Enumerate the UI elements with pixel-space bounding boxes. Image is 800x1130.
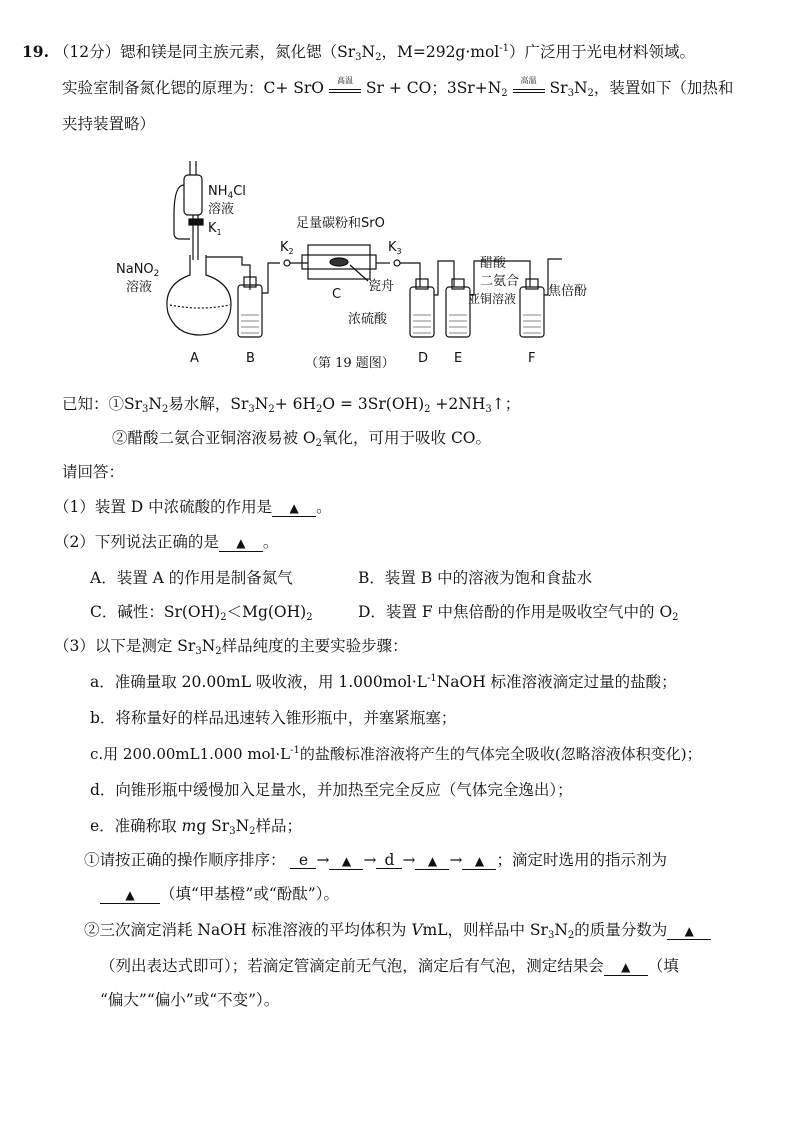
sub: 3 [248,404,255,415]
part-text: 。 [316,498,332,516]
step-text: N [235,817,250,835]
step-b: b．将称量好的样品迅速转入锥形瓶中，并塞紧瓶塞； [90,709,457,727]
fraction-blank: ▲ [667,923,711,940]
subquestion-2-options: “偏大”“偏小”或“不变”）。 [100,991,280,1009]
sub-text: （填 [647,957,679,975]
bottle-d [410,287,434,337]
indicator-blank: ▲ [100,887,160,904]
label-carbon-sro: 足量碳粉和SrO [296,216,385,231]
order-blank-5: ▲ [462,853,496,870]
order-blank-3: d [376,852,402,869]
sub-text: ①请按正确的操作顺序排序： [84,851,286,869]
sub: 3 [355,52,362,63]
step-c [90,744,702,764]
figure-caption: （第 19 题图） [305,356,395,371]
sup: -1 [290,745,300,756]
sub: 2 [424,404,431,415]
arrow: → [363,851,377,869]
valve-k3 [394,260,400,266]
arrow: → [402,851,416,869]
label-nh4cl: $NH_4Cl$ [208,184,246,201]
sub: 2 [220,612,227,623]
option-a: A．装置 A 的作用是制备氮气 [90,569,293,587]
arrow: → [449,851,463,869]
step-text: c.用 200.00mL1.000 mol·L [90,745,291,763]
label-nano2: NaNO$_2$ [116,262,160,279]
reaction-condition [329,76,361,93]
condition-label: 高温 [336,76,353,85]
volume-variable: V [411,921,423,939]
sub: 2 [315,404,323,415]
step-text: a．准确量取 20.00mL 吸收液，用 1.000mol·L [90,673,427,691]
sub: 2 [249,826,256,837]
reaction-condition [513,76,545,93]
option-text: ＜Mg(OH) [226,603,307,621]
dropping-funnel [184,175,202,215]
part-text: N [201,637,216,655]
part-2 [54,532,278,552]
known-text: ↑； [491,395,521,413]
label-boat: 瓷舟 [368,279,395,294]
known-text: 氧化，可用于吸收 CO。 [322,429,492,447]
option-c [90,600,313,622]
label-a: A [190,351,199,366]
bottle-b [238,285,262,337]
answer-blank: ▲ [219,535,263,552]
sub-text: （列出表达式即可）；若滴定管滴定前无气泡，滴定后有气泡，测定结果会 [100,957,604,975]
sub: 2 [587,88,594,99]
ask-label: 请回答： [62,463,125,481]
subquestion-1-cont [100,884,339,904]
part-text: （1）装置 D 中浓硫酸的作用是 [54,498,273,516]
intro-text: Sr [549,79,568,97]
sub: 3 [142,404,149,415]
part-1 [54,497,332,517]
part-text: 样品纯度的主要实验步骤： [221,637,408,655]
label-copper-2: 二氨合 [480,274,520,289]
question-header [22,42,695,62]
label-pyrogallol: 焦倍酚 [548,284,588,299]
sup: -1 [426,673,437,684]
answer-blank: ▲ [272,500,316,517]
step-text: 样品； [255,817,303,835]
label-e: E [454,351,463,366]
mass-variable: m [181,817,197,835]
label-f: F [528,351,536,366]
step-d: d．向锥形瓶中缓慢加入足量水，并加热至完全反应（气体完全逸出）； [90,781,573,799]
label-k2: $K_2$ [280,240,294,256]
sub: 3 [229,826,236,837]
stopcock-k1 [189,219,203,225]
label-nano2-solution: 溶液 [126,280,153,295]
sub: 2 [215,646,222,657]
arrow: → [316,851,330,869]
sub-text: ；滴定时选用的指示剂为 [496,851,667,869]
question-score: （12分） [53,43,121,61]
intro-text: Sr + CO；3Sr+N [365,79,502,97]
intro-text: ）广泛用于光电材料领域。 [509,43,696,61]
label-sulfuric-acid: 浓硫酸 [348,312,388,327]
part-text: （3）以下是测定 Sr [54,637,196,655]
sub: 2 [315,438,323,449]
step-text: 的盐酸标准溶液将产生的气体完全吸收(忽略溶液体积变化)； [299,745,702,763]
intro-text: ，M=292g·mol [381,43,500,61]
option-b: B．装置 B 中的溶液为饱和食盐水 [358,569,593,587]
known-text: + 6H [274,395,316,413]
valve-k2 [284,260,290,266]
sub-text: N [554,921,568,939]
sub: 3 [567,88,574,99]
known-text: O = 3Sr(OH) [322,395,425,413]
question-number: 19. [22,42,49,61]
sub: 2 [501,88,508,99]
subquestion-1 [84,850,667,870]
intro-text: 实验室制备氮化锶的原理为：C+ SrO [62,79,325,97]
subquestion-2-cont [100,956,679,976]
known-text: 已知：①Sr [62,395,143,413]
intro-line-2 [62,78,733,98]
option-text: C．碱性：Sr(OH) [90,603,221,621]
sub-text: （填“甲基橙”或“酚酞”）。 [160,885,339,903]
sub-text: mL，则样品中 Sr [422,921,548,939]
sub: 2 [672,612,679,623]
sub: 2 [161,404,169,415]
label-b: B [246,351,255,366]
intro-text: 夹持装置略） [62,115,156,133]
result-blank: ▲ [604,959,648,976]
step-text: NaOH 标准溶液滴定过量的盐酸； [436,673,677,691]
option-d [358,600,679,622]
label-c: C [332,287,342,302]
intro-text: N [573,79,588,97]
step-a [90,672,677,692]
label-k3: $K_3$ [388,240,402,256]
order-blank-4: ▲ [415,853,449,870]
known-text: 易水解，Sr [168,395,249,413]
known-2 [112,428,491,448]
option-text: D．装置 F 中焦倍酚的作用是吸收空气中的 O [358,603,673,621]
flask-a [167,255,231,335]
intro-text: N [361,43,376,61]
part-text: （2）下列说法正确的是 [54,533,219,551]
subquestion-2 [84,920,711,940]
sub: 3 [547,930,555,941]
known-text: +2NH [430,395,486,413]
sub: 3 [195,646,202,657]
known-text: ②醋酸二氨合亚铜溶液易被 O [112,429,316,447]
known-text: N [148,395,162,413]
sub-text: 的质量分数为 [574,921,668,939]
sub-text: ②三次滴定消耗 NaOH 标准溶液的平均体积为 [84,921,412,939]
condition-label: 高温 [520,76,537,85]
bottle-f [520,287,544,337]
label-d: D [418,351,429,366]
order-blank-1: e [290,852,316,869]
apparatus-diagram [110,155,690,375]
sub: 2 [268,404,275,415]
known-1 [62,394,520,414]
step-text: e．准确称取 [90,817,182,835]
part-text: 。 [262,533,279,551]
label-nh4cl-solution: 溶液 [208,202,235,217]
known-text: N [254,395,269,413]
label-k1: $K_1$ [208,221,222,237]
step-text: g Sr [196,817,230,835]
order-blank-2: ▲ [329,853,363,870]
part-3 [54,636,408,656]
sub: 3 [485,404,492,415]
sup: -1 [499,43,510,54]
intro-text: ，装置如下（加热和 [593,79,734,97]
porcelain-boat [330,258,348,266]
sub: 2 [306,612,313,623]
intro-line-3 [62,114,155,134]
sub: 2 [567,930,575,941]
intro-text: 锶和镁是同主族元素，氮化锶（Sr [120,43,356,61]
label-copper-1: 醋酸 [480,256,507,271]
bottle-e [446,287,470,337]
label-copper-3: 亚铜溶液 [468,292,517,306]
sub: 2 [375,52,382,63]
step-e [90,816,302,836]
